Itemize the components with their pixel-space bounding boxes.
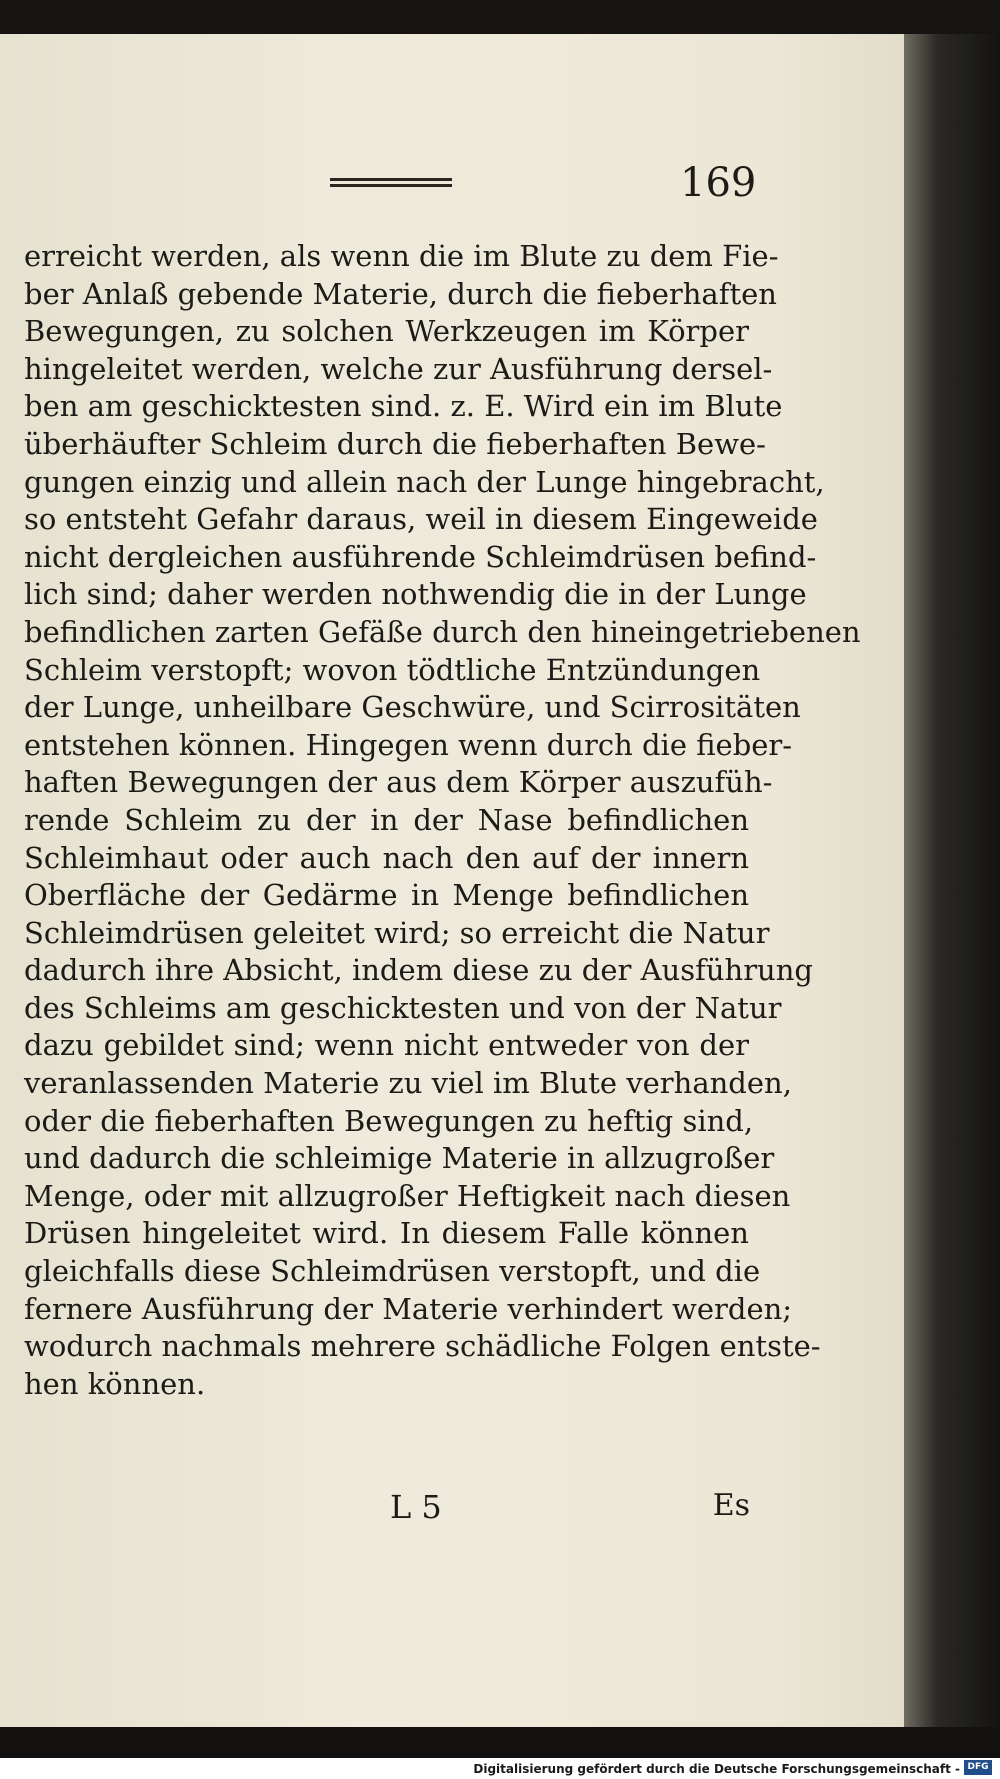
text-line: Oberfläche der Gedärme in Menge befindlichen <box>24 878 749 913</box>
text-line: Schleimdrüsen geleitet wird; so erreicht die Natur <box>24 915 770 950</box>
page-number: 169 <box>680 160 757 206</box>
text-line: Bewegungen, zu solchen Werkzeugen im Körper <box>24 314 749 349</box>
text-line: ben am geschicktesten sind. z. E. Wird ein im Blute <box>24 389 783 424</box>
header-rule-line <box>330 184 452 187</box>
text-line: oder die fieberhaften Bewegungen zu heftig sind, <box>24 1103 754 1138</box>
text-line: Drüsen hingeleitet wird. In diesem Falle können <box>24 1216 749 1251</box>
text-line: dazu gebildet sind; wenn nicht entweder von der <box>24 1028 749 1063</box>
text-line: entstehen können. Hingegen wenn durch die fieber- <box>24 727 793 762</box>
header-ornament-rule <box>330 178 452 190</box>
text-line: dadurch ihre Absicht, indem diese zu der Ausführung <box>24 953 813 988</box>
text-line: der Lunge, unheilbare Geschwüre, und Scirrositäten <box>24 690 801 725</box>
text-line: wodurch nachmals mehrere schädliche Folgen entste- <box>24 1329 821 1364</box>
text-line: haften Bewegungen der aus dem Körper auszufüh- <box>24 765 773 800</box>
text-line: hingeleitet werden, welche zur Ausführung dersel- <box>24 351 773 386</box>
text-line: nicht dergleichen ausführende Schleimdrüsen befind- <box>24 539 817 574</box>
text-line: erreicht werden, als wenn die im Blute zu dem Fie- <box>24 239 779 273</box>
text-line: rende Schleim zu der in der Nase befindlichen <box>24 802 749 837</box>
text-line: Menge, oder mit allzugroßer Heftigkeit nach diesen <box>24 1178 791 1213</box>
text-line: ber Anlaß gebende Materie, durch die fieberhaften <box>24 276 777 311</box>
text-line: befindlichen zarten Gefäße durch den hineingetriebenen <box>24 614 861 649</box>
text-line: und dadurch die schleimige Materie in allzugroßer <box>24 1141 775 1176</box>
text-line: hen können. <box>24 1366 206 1401</box>
text-line: Schleim verstopft; wovon tödtliche Entzündungen <box>24 652 761 687</box>
page-edge-shadow <box>904 34 1000 1727</box>
catchword: Es <box>712 1488 750 1523</box>
text-line: überhäufter Schleim durch die fieberhaften Bewe- <box>24 426 766 461</box>
text-line: fernere Ausführung der Materie verhindert werden; <box>24 1291 793 1326</box>
text-line: lich sind; daher werden nothwendig die in der Lunge <box>24 577 807 612</box>
text-line: gungen einzig und allein nach der Lunge hingebracht, <box>24 464 825 499</box>
dfg-logo: DFG <box>964 1760 992 1775</box>
text-line: veranlassenden Materie zu viel im Blute verhanden, <box>24 1066 792 1101</box>
text-line: gleichfalls diese Schleimdrüsen verstopft, und die <box>24 1254 761 1289</box>
digitization-credit: Digitalisierung gefördert durch die Deutsche Forschungsgemeinschaft - <box>473 1762 960 1776</box>
printer-signature-mark: L 5 <box>390 1488 442 1526</box>
text-line: Schleimhaut oder auch nach den auf der innern <box>24 840 749 875</box>
header-rule-line <box>330 178 452 181</box>
text-line: des Schleims am geschicktesten und von der Natur <box>24 990 782 1025</box>
scan-top-edge <box>0 0 1000 34</box>
body-text <box>24 238 861 1403</box>
text-line: so entsteht Gefahr daraus, weil in diesem Eingeweide <box>24 502 818 537</box>
